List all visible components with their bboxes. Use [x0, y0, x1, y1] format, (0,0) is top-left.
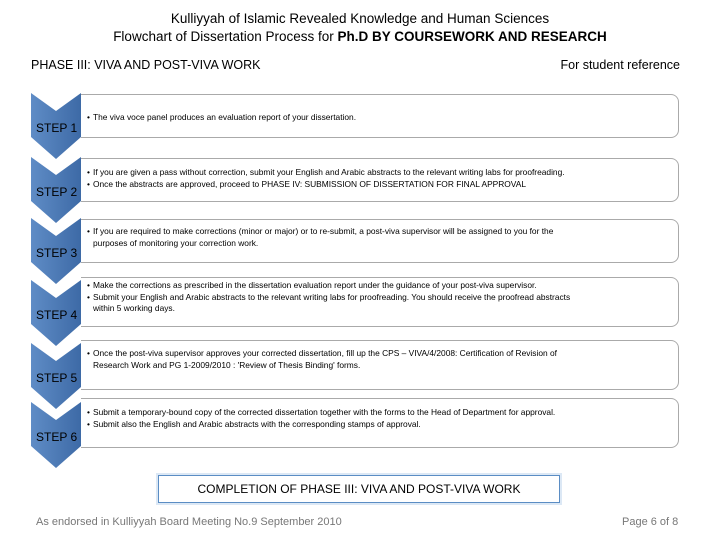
phase-title: PHASE III: VIVA AND POST-VIVA WORK — [31, 58, 261, 72]
step-2-chevron — [31, 157, 81, 223]
reference-note: For student reference — [560, 58, 680, 72]
step-5-item: • Once the post-viva supervisor approves your corrected dissertation, fill up the CPS – VIVA/4/2008: Certification of Revision of — [87, 348, 678, 360]
step-4-item: • Make the corrections as prescribed in the dissertation evaluation report under the guidance of your post-viva supervisor. — [87, 280, 678, 292]
step-3-item-continued: purposes of monitoring your correction work. — [93, 237, 259, 248]
step-4-chevron — [31, 280, 81, 346]
document-title: Kulliyyah of Islamic Revealed Knowledge and Human Sciences — [170, 11, 550, 26]
step-5-chevron — [31, 343, 81, 409]
step-4-item-continued: within 5 working days. — [93, 303, 175, 313]
step-label: STEP 6 — [36, 430, 78, 444]
step-1-chevron — [31, 93, 81, 159]
step-2-item: • If you are given a pass without correction, submit your English and Arabic abstracts to the relevant writing labs for proofreading. — [87, 167, 678, 179]
step-label: STEP 5 — [36, 371, 78, 385]
step-2-box — [81, 158, 679, 202]
step-4-item: • Submit your English and Arabic abstracts to the relevant writing labs for proofreading. You should receive the proofread abstracts — [87, 292, 678, 304]
step-5-box — [81, 340, 679, 390]
document-subtitle — [0, 28, 720, 46]
footer-page-number: Page 6 of 8 — [622, 516, 679, 528]
step-4-box — [81, 277, 679, 327]
subtitle-program: Ph.D BY COURSEWORK AND RESEARCH — [337, 29, 607, 44]
footer-endorsement: As endorsed in Kulliyyah Board Meeting No.9 September 2010 — [36, 516, 342, 528]
step-5-item-continued: Research Work and PG 1-2009/2010 : 'Review of Thesis Binding' forms. — [93, 359, 361, 370]
completion-banner: COMPLETION OF PHASE III: VIVA AND POST-VIVA WORK — [158, 475, 560, 503]
step-label: STEP 2 — [36, 185, 78, 199]
step-6-item: • Submit a temporary-bound copy of the corrected dissertation together with the forms to the Head of Department for approval. — [87, 407, 678, 419]
subtitle-prefix: Flowchart of Dissertation Process for — [113, 29, 338, 44]
step-label: STEP 1 — [36, 121, 78, 135]
step-3-box — [81, 219, 679, 263]
step-label: STEP 3 — [36, 246, 78, 260]
step-1-box — [81, 94, 679, 138]
step-2-item: • Once the abstracts are approved, proceed to PHASE IV: SUBMISSION OF DISSERTATION FOR FINAL APPROVAL — [87, 179, 678, 191]
step-label: STEP 4 — [36, 308, 78, 322]
step-6-chevron — [31, 402, 81, 468]
step-1-item: • The viva voce panel produces an evaluation report of your dissertation. — [87, 112, 678, 124]
step-6-box — [81, 398, 679, 448]
step-3-item: • If you are required to make corrections (minor or major) or to re-submit, a post-viva supervisor will be assigned to you for the — [87, 226, 678, 238]
step-3-chevron — [31, 218, 81, 284]
step-6-item: • Submit also the English and Arabic abstracts with the corresponding stamps of approval. — [87, 419, 678, 431]
